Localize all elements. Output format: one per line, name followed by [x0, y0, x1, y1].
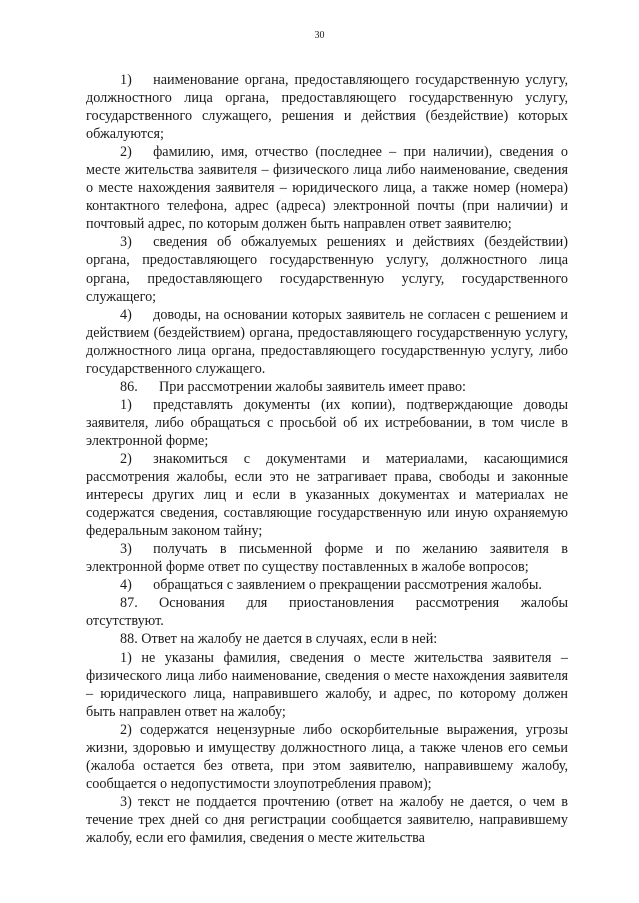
page-body	[86, 71, 568, 847]
page-number: 30	[314, 30, 325, 41]
paragraph-4: 4) доводы, на основании которых заявитель не согласен с решением и действием (бездействием) органа, предоставляющего государственную услугу, должностного лица органа, предоставляющего государственную услугу, либо государственного служащего.	[86, 306, 568, 377]
paragraph-88-1: 1) не указаны фамилия, сведения о месте жительства заявителя – физического лица либо наименование, сведения о месте нахождения заявителя – юридического лица, направившего жалобу, и адрес, по которому должен быть направлен ответ на жалобу;	[86, 649, 568, 720]
paragraph-86-3: 3) получать в письменной форме и по желанию заявителя в электронной форме ответ по существу поставленных в жалобе вопросов;	[86, 541, 568, 576]
paragraph-86-4: 4) обращаться с заявлением о прекращении рассмотрения жалобы.	[120, 577, 542, 594]
paragraph-88: 88. Ответ на жалобу не дается в случаях, если в ней:	[120, 631, 438, 648]
paragraph-86: 86. При рассмотрении жалобы заявитель имеет право:	[120, 378, 466, 395]
paragraph-2: 2) фамилию, имя, отчество (последнее – при наличии), сведения о месте жительства заявителя – физического лица либо наименование, сведения о месте нахождения заявителя – юридического лица, а также номер (номера) контактного телефона, адрес (адреса) электронной почты (при наличии) и почтовый адрес, по которым должен быть направлен ответ заявителю;	[86, 144, 568, 233]
paragraph-1: 1) наименование органа, предоставляющего государственную услугу, должностного лица органа, предоставляющего государственную услугу, государственного служащего, решения и действия (бездействие) которых обжалуются;	[86, 72, 568, 143]
paragraph-87: 87. Основания для приостановления рассмотрения жалобы отсутствуют.	[86, 595, 568, 630]
paragraph-3: 3) сведения об обжалуемых решениях и действиях (бездействии) органа, предоставляющего государственную услугу, должностного лица органа, предоставляющего государственную услугу, государственного служащего;	[86, 234, 568, 305]
paragraph-88-3: 3) текст не поддается прочтению (ответ на жалобу не дается, о чем в течение трех дней со дня регистрации сообщается заявителю, направившему жалобу, если его фамилия, сведения о месте жительства	[86, 793, 568, 846]
paragraph-88-2: 2) содержатся нецензурные либо оскорбительные выражения, угрозы жизни, здоровью и имуществу должностного лица, а также членов его семьи (жалоба остается без ответа, при этом заявителю, направившему жалобу, сообщается о недопустимости злоупотребления правом);	[86, 721, 568, 792]
paragraph-86-1: 1) представлять документы (их копии), подтверждающие доводы заявителя, либо обращаться с просьбой об их истребовании, в том числе в электронной форме;	[86, 396, 568, 449]
paragraph-86-2: 2) знакомиться с документами и материалами, касающимися рассмотрения жалобы, если это не затрагивает права, свободы и законные интересы других лиц и если в указанных документах и материалах не содержатся сведения, составляющие государственную или иную охраняемую федеральным законом тайну;	[86, 450, 568, 540]
